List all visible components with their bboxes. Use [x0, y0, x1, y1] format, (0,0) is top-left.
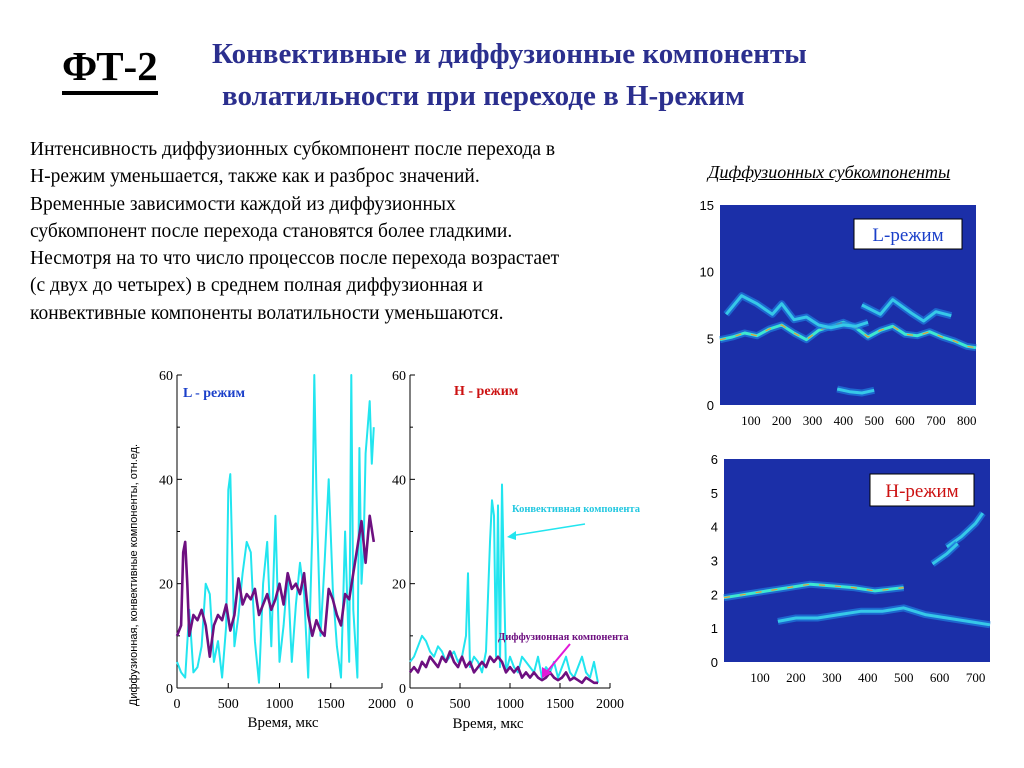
- y-axis-label: Диффузионная, конвективные компоненты, отн.ед.: [128, 443, 140, 707]
- heatmap-x-tick-label: 500: [864, 413, 884, 428]
- heatmap-y-tick-label: 6: [710, 452, 718, 467]
- heatmap-x-tick-label: 700: [926, 413, 946, 428]
- y-tick-label: 20: [159, 577, 173, 593]
- l-regime-line-chart: [118, 362, 396, 742]
- convective-arrow: [510, 524, 585, 536]
- x-tick-label: 1000: [496, 697, 524, 712]
- y-tick-label: 20: [392, 577, 406, 593]
- l-regime-label: L - режим: [183, 386, 245, 401]
- heatmap-x-tick-label: 300: [802, 413, 823, 428]
- l-regime-plot-area: [159, 369, 396, 712]
- heatmap-y-tick-label: 4: [710, 519, 718, 535]
- x-tick-label: 2000: [596, 697, 624, 712]
- paragraph-line: Несмотря на то что число процессов после перехода возрастает: [30, 248, 560, 270]
- heatmap-y-tick-label: 0: [706, 398, 714, 413]
- heatmap-x-tick-label: 200: [786, 670, 806, 685]
- heatmap-y-tick-label: 10: [699, 264, 714, 280]
- paragraph-line: Интенсивность диффузионных субкомпонент после перехода в: [30, 139, 556, 160]
- x-tick-label: 500: [217, 697, 239, 712]
- y-tick-label: 60: [392, 369, 406, 384]
- convective-annotation: Конвективная компонента: [512, 504, 640, 515]
- heatmap-x-tick-label: 600: [929, 670, 950, 685]
- paragraph-line: (с двух до четырех) в среднем полная диффузионная и: [30, 275, 483, 297]
- heatmap-x-tick-label: 400: [833, 413, 854, 428]
- h-regime-label: H - режим: [454, 384, 519, 399]
- heatmap-x-tick-label: 600: [895, 413, 915, 428]
- heatmap-y-tick-label: 5: [706, 331, 714, 347]
- h-regime-line-chart: [370, 362, 680, 742]
- paragraph-line: Н-режим уменьшается, также как и разброс значений.: [30, 166, 480, 188]
- heatmap-x-tick-label: 100: [750, 670, 770, 685]
- y-tick-label: 40: [392, 473, 406, 489]
- heatmap-y-tick-label: 3: [710, 553, 718, 569]
- y-tick-label: 0: [399, 682, 406, 697]
- h-regime-plot-area: [392, 369, 624, 712]
- y-tick-label: 60: [159, 369, 173, 384]
- paragraph-line: конвективные компоненты волатильности уменьшаются.: [30, 302, 504, 324]
- heatmap-y-tick-label: 1: [710, 621, 718, 637]
- x-tick-label: 2000: [368, 697, 396, 712]
- x-tick-label: 1500: [546, 697, 574, 712]
- heatmap-y-tick-label: 15: [699, 198, 714, 213]
- l-regime-heatmap: [690, 195, 1024, 435]
- heatmap-x-tick-label: 300: [822, 670, 842, 685]
- x-axis-label: Время, мкс: [452, 716, 524, 732]
- heatmap-y-tick-label: 2: [710, 587, 718, 603]
- diffusion-series-line: [410, 652, 598, 683]
- x-tick-label: 500: [449, 697, 471, 712]
- diffusion-annotation: Диффузионная компонента: [498, 632, 629, 643]
- paragraph-line: Временные зависимости каждой из диффузионных: [30, 193, 456, 215]
- x-tick-label: 1000: [265, 697, 294, 712]
- l-regime-heatmap-label: L-режим: [872, 225, 944, 246]
- slide-title-line-1: Конвективные и диффузионные компоненты: [212, 38, 807, 70]
- heatmap-x-tick-label: 100: [741, 413, 761, 428]
- h-regime-heatmap: [690, 450, 1024, 695]
- heatmap-x-tick-label: 700: [965, 670, 986, 685]
- y-tick-label: 0: [166, 682, 173, 697]
- x-tick-label: 1500: [316, 697, 345, 712]
- slide-number: ФТ-2: [62, 46, 158, 95]
- x-tick-label: 0: [406, 697, 414, 712]
- body-paragraph: [30, 136, 665, 327]
- heatmap-x-tick-label: 800: [956, 413, 977, 428]
- heatmap-x-tick-label: 500: [893, 670, 914, 685]
- convective-arrowhead: [507, 531, 516, 540]
- x-axis-label: Время, мкс: [247, 715, 319, 731]
- heatmaps-caption: Диффузионных субкомпоненты: [708, 162, 951, 182]
- y-tick-label: 40: [159, 473, 173, 489]
- x-tick-label: 0: [173, 697, 181, 712]
- heatmap-y-tick-label: 5: [710, 485, 718, 501]
- slide-title-line-2: волатильности при переходе в H-режим: [222, 80, 745, 112]
- heatmap-x-tick-label: 400: [858, 670, 878, 685]
- h-regime-heatmap-label: H-режим: [885, 481, 959, 502]
- paragraph-line: субкомпонент после перехода становятся более гладкими.: [30, 220, 513, 242]
- heatmap-x-tick-label: 200: [771, 413, 792, 428]
- heatmap-y-tick-label: 0: [710, 655, 718, 670]
